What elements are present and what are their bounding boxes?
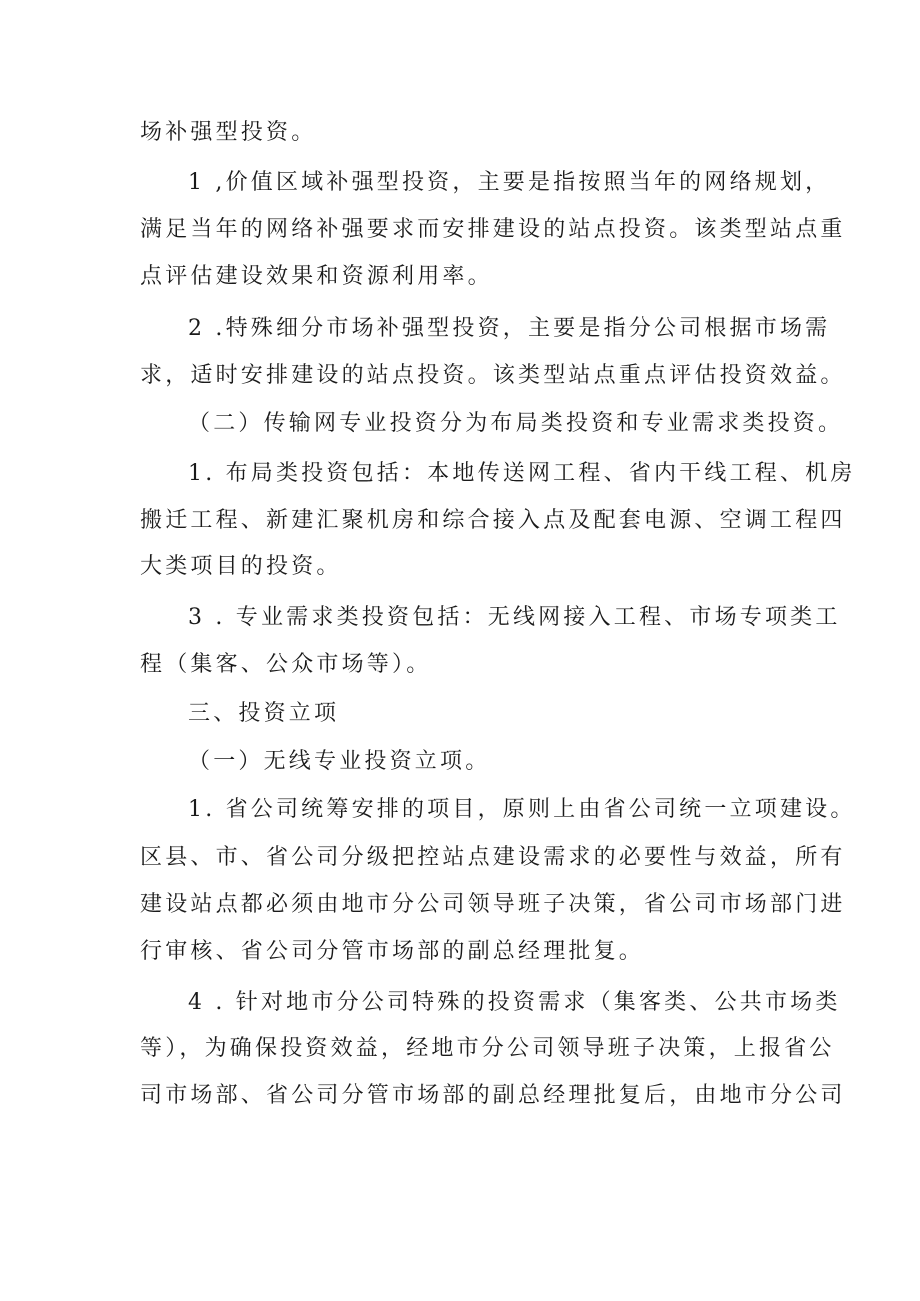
paragraph-line: 大类项目的投资。 (140, 554, 342, 579)
paragraph-line: 区县、市、省公司分级把控站点建设需求的必要性与效益，所有 (140, 845, 846, 870)
paragraph-line: 求，适时安排建设的站点投资。该类型站点重点评估投资效益。 (140, 363, 846, 388)
paragraph-line: 场补强型投资。 (140, 120, 317, 145)
paragraph-line: 建设站点都必须由地市分公司领导班子决策，省公司市场部门进 (140, 892, 846, 917)
paragraph-line: 搬迁工程、新建汇聚机房和综合接入点及配套电源、空调工程四 (140, 508, 846, 533)
paragraph-line: 1. 布局类投资包括：本地传送网工程、省内干线工程、机房 (188, 461, 856, 486)
paragraph-line: 4 . 针对地市分公司特殊的投资需求（集客类、公共市场类 (188, 990, 841, 1015)
paragraph-line: 程（集客、公众市场等）。 (140, 652, 432, 677)
section-heading: （一）无线专业投资立项。 (188, 749, 491, 774)
paragraph-line: 司市场部、省公司分管市场部的副总经理批复后，由地市分公司 (140, 1083, 846, 1108)
paragraph-line: 点评估建设效果和资源利用率。 (140, 264, 493, 289)
paragraph-line: 2 .特殊细分市场补强型投资，主要是指分公司根据市场需 (188, 316, 831, 341)
paragraph-line: 1 ,价值区域补强型投资，主要是指按照当年的网络规划， (188, 170, 831, 195)
paragraph-line: 行审核、省公司分管市场部的副总经理批复。 (140, 939, 645, 964)
paragraph-line: 1. 省公司统筹安排的项目，原则上由省公司统一立项建设。 (188, 797, 856, 822)
section-heading: 三、投资立项 (188, 701, 340, 726)
paragraph-line: 3 . 专业需求类投资包括：无线网接入工程、市场专项类工 (188, 605, 841, 630)
paragraph-line: 满足当年的网络补强要求而安排建设的站点投资。该类型站点重 (140, 217, 846, 242)
paragraph-line: 等），为确保投资效益，经地市分公司领导班子决策，上报省公 (140, 1036, 835, 1061)
section-heading: （二）传输网专业投资分为布局类投资和专业需求类投资。 (188, 411, 844, 436)
